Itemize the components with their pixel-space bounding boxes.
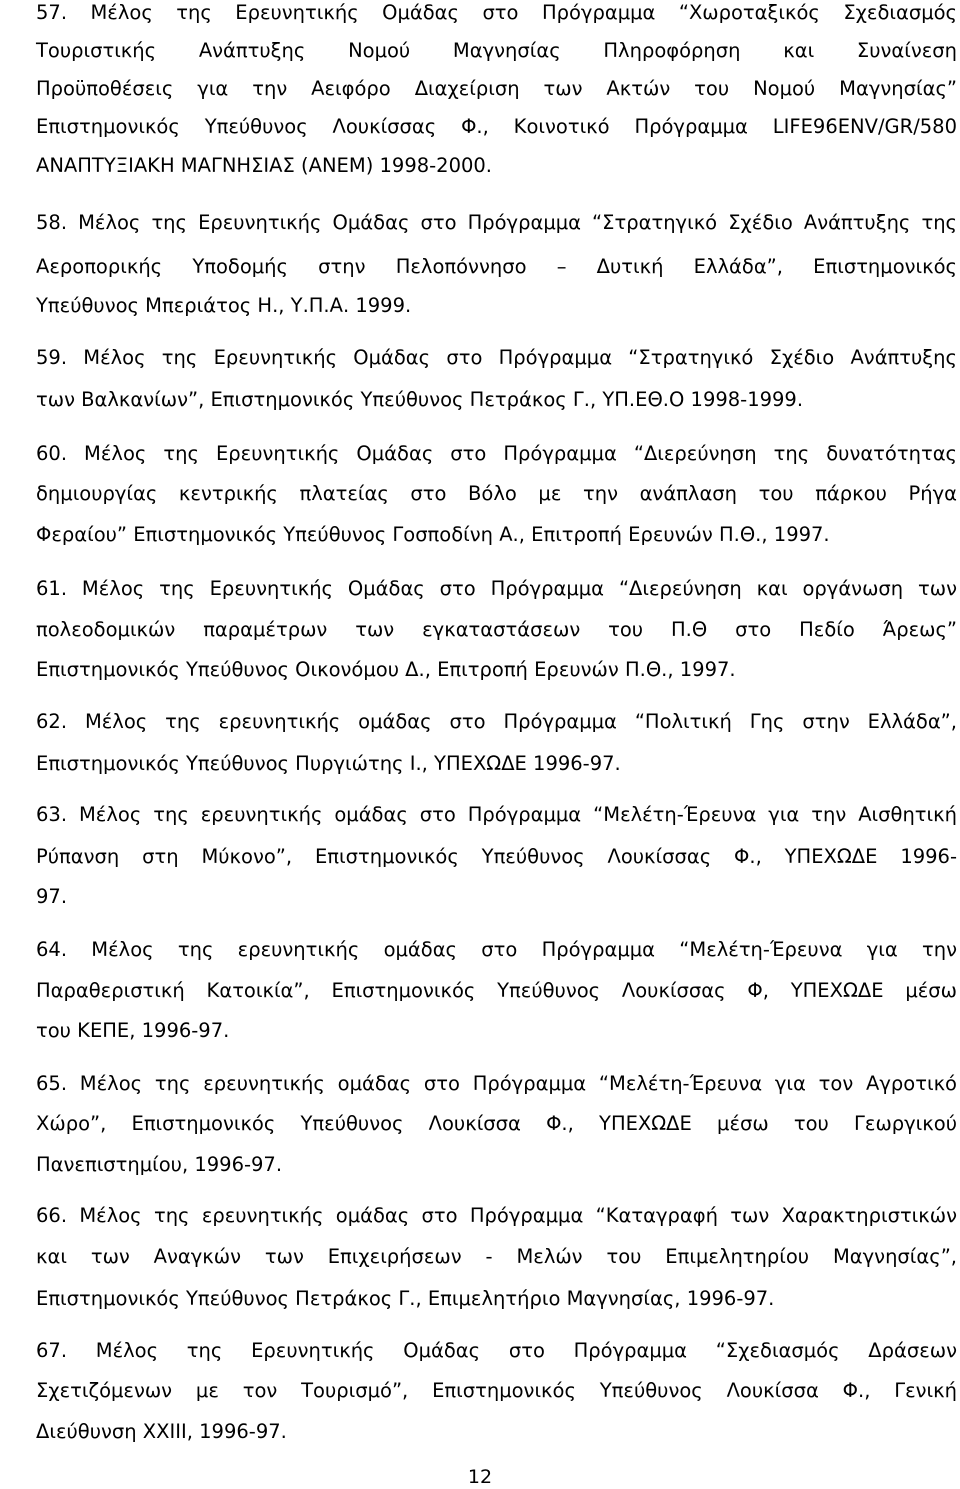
entry-line: Προϋποθέσεις για την Αειφόρο Διαχείριση των Ακτών του Νομού Μαγνησίας”: [36, 77, 957, 100]
entry-line: Φεραίου” Επιστημονικός Υπεύθυνος Γοσποδίνη Α., Επιτροπή Ερευνών Π.Θ., 1997.: [36, 523, 830, 546]
entry-line: δημιουργίας κεντρικής πλατείας στο Βόλο με την ανάπλαση του πάρκου Ρήγα: [36, 482, 957, 505]
entry-line: 67. Μέλος της Ερευνητικής Ομάδας στο Πρόγραμμα “Σχεδιασμός Δράσεων: [36, 1339, 957, 1362]
page-number: 12: [467, 1466, 493, 1488]
entry-line: Επιστημονικός Υπεύθυνος Λουκίσσας Φ., Κοινοτικό Πρόγραμμα LIFE96ENV/GR/580: [36, 115, 957, 138]
entry-line: Επιστημονικός Υπεύθυνος Πετράκος Γ., Επιμελητήριο Μαγνησίας, 1996-97.: [36, 1287, 775, 1310]
entry-line: Αεροπορικής Υποδομής στην Πελοπόννησο – Δυτική Ελλάδα”, Επιστημονικός: [36, 255, 957, 278]
entry-line: 61. Μέλος της Ερευνητικής Ομάδας στο Πρόγραμμα “Διερεύνηση και οργάνωση των: [36, 577, 957, 600]
entry-line: των Βαλκανίων”, Επιστημονικός Υπεύθυνος Πετράκος Γ., ΥΠ.ΕΘ.Ο 1998-1999.: [36, 388, 804, 411]
entry-line: 60. Μέλος της Ερευνητικής Ομάδας στο Πρόγραμμα “Διερεύνηση της δυνατότητας: [36, 442, 957, 465]
entry-line: 64. Μέλος της ερευνητικής ομάδας στο Πρόγραμμα “Μελέτη-Έρευνα για την: [36, 938, 957, 961]
entry-line: 58. Μέλος της Ερευνητικής Ομάδας στο Πρόγραμμα “Στρατηγικό Σχέδιο Ανάπτυξης της: [36, 211, 957, 234]
entry-line: Πανεπιστημίου, 1996-97.: [36, 1153, 283, 1176]
entry-line: Σχετιζόμενων με τον Τουρισμό”, Επιστημονικός Υπεύθυνος Λουκίσσα Φ., Γενική: [36, 1379, 957, 1402]
entry-line: Επιστημονικός Υπεύθυνος Πυργιώτης Ι., ΥΠΕΧΩΔΕ 1996-97.: [36, 752, 621, 775]
entry-line: Επιστημονικός Υπεύθυνος Οικονόμου Δ., Επιτροπή Ερευνών Π.Θ., 1997.: [36, 658, 736, 681]
entry-line: Ρύπανση στη Μύκονο”, Επιστημονικός Υπεύθυνος Λουκίσσας Φ., ΥΠΕΧΩΔΕ 1996-: [36, 845, 957, 868]
entry-line: 66. Μέλος της ερευνητικής ομάδας στο Πρόγραμμα “Καταγραφή των Χαρακτηριστικών: [36, 1204, 957, 1227]
entry-line: 57. Μέλος της Ερευνητικής Ομάδας στο Πρόγραμμα “Χωροταξικός Σχεδιασμός: [36, 1, 957, 24]
entry-line: Χώρο”, Επιστημονικός Υπεύθυνος Λουκίσσα Φ., ΥΠΕΧΩΔΕ μέσω του Γεωργικού: [36, 1112, 957, 1135]
entry-line: 97.: [36, 885, 68, 908]
entry-line: Τουριστικής Ανάπτυξης Νομού Μαγνησίας Πληροφόρηση και Συναίνεση: [36, 39, 957, 62]
entry-line: 65. Μέλος της ερευνητικής ομάδας στο Πρόγραμμα “Μελέτη-Έρευνα για τον Αγροτικό: [36, 1072, 957, 1095]
entry-line: Υπεύθυνος Μπεριάτος Η., Υ.Π.Α. 1999.: [36, 294, 412, 317]
entry-line: Διεύθυνση XXIII, 1996-97.: [36, 1420, 287, 1443]
entry-line: 63. Μέλος της ερευνητικής ομάδας στο Πρόγραμμα “Μελέτη-Έρευνα για την Αισθητική: [36, 803, 957, 826]
entry-line: πολεοδομικών παραμέτρων των εγκαταστάσεων του Π.Θ στο Πεδίο Άρεως”: [36, 618, 957, 641]
entry-line: Παραθεριστική Κατοικία”, Επιστημονικός Υπεύθυνος Λουκίσσας Φ, ΥΠΕΧΩΔΕ μέσω: [36, 979, 957, 1002]
entry-line: του ΚΕΠΕ, 1996-97.: [36, 1019, 230, 1042]
entry-line: ΑΝΑΠΤΥΞΙΑΚΗ ΜΑΓΝΗΣΙΑΣ (ΑΝΕΜ) 1998-2000.: [36, 154, 492, 177]
entry-line: 62. Μέλος της ερευνητικής ομάδας στο Πρόγραμμα “Πολιτική Γης στην Ελλάδα”,: [36, 710, 957, 733]
entry-line: και των Αναγκών των Επιχειρήσεων - Μελών του Επιμελητηρίου Μαγνησίας”,: [36, 1245, 957, 1268]
entry-line: 59. Μέλος της Ερευνητικής Ομάδας στο Πρόγραμμα “Στρατηγικό Σχέδιο Ανάπτυξης: [36, 346, 957, 369]
